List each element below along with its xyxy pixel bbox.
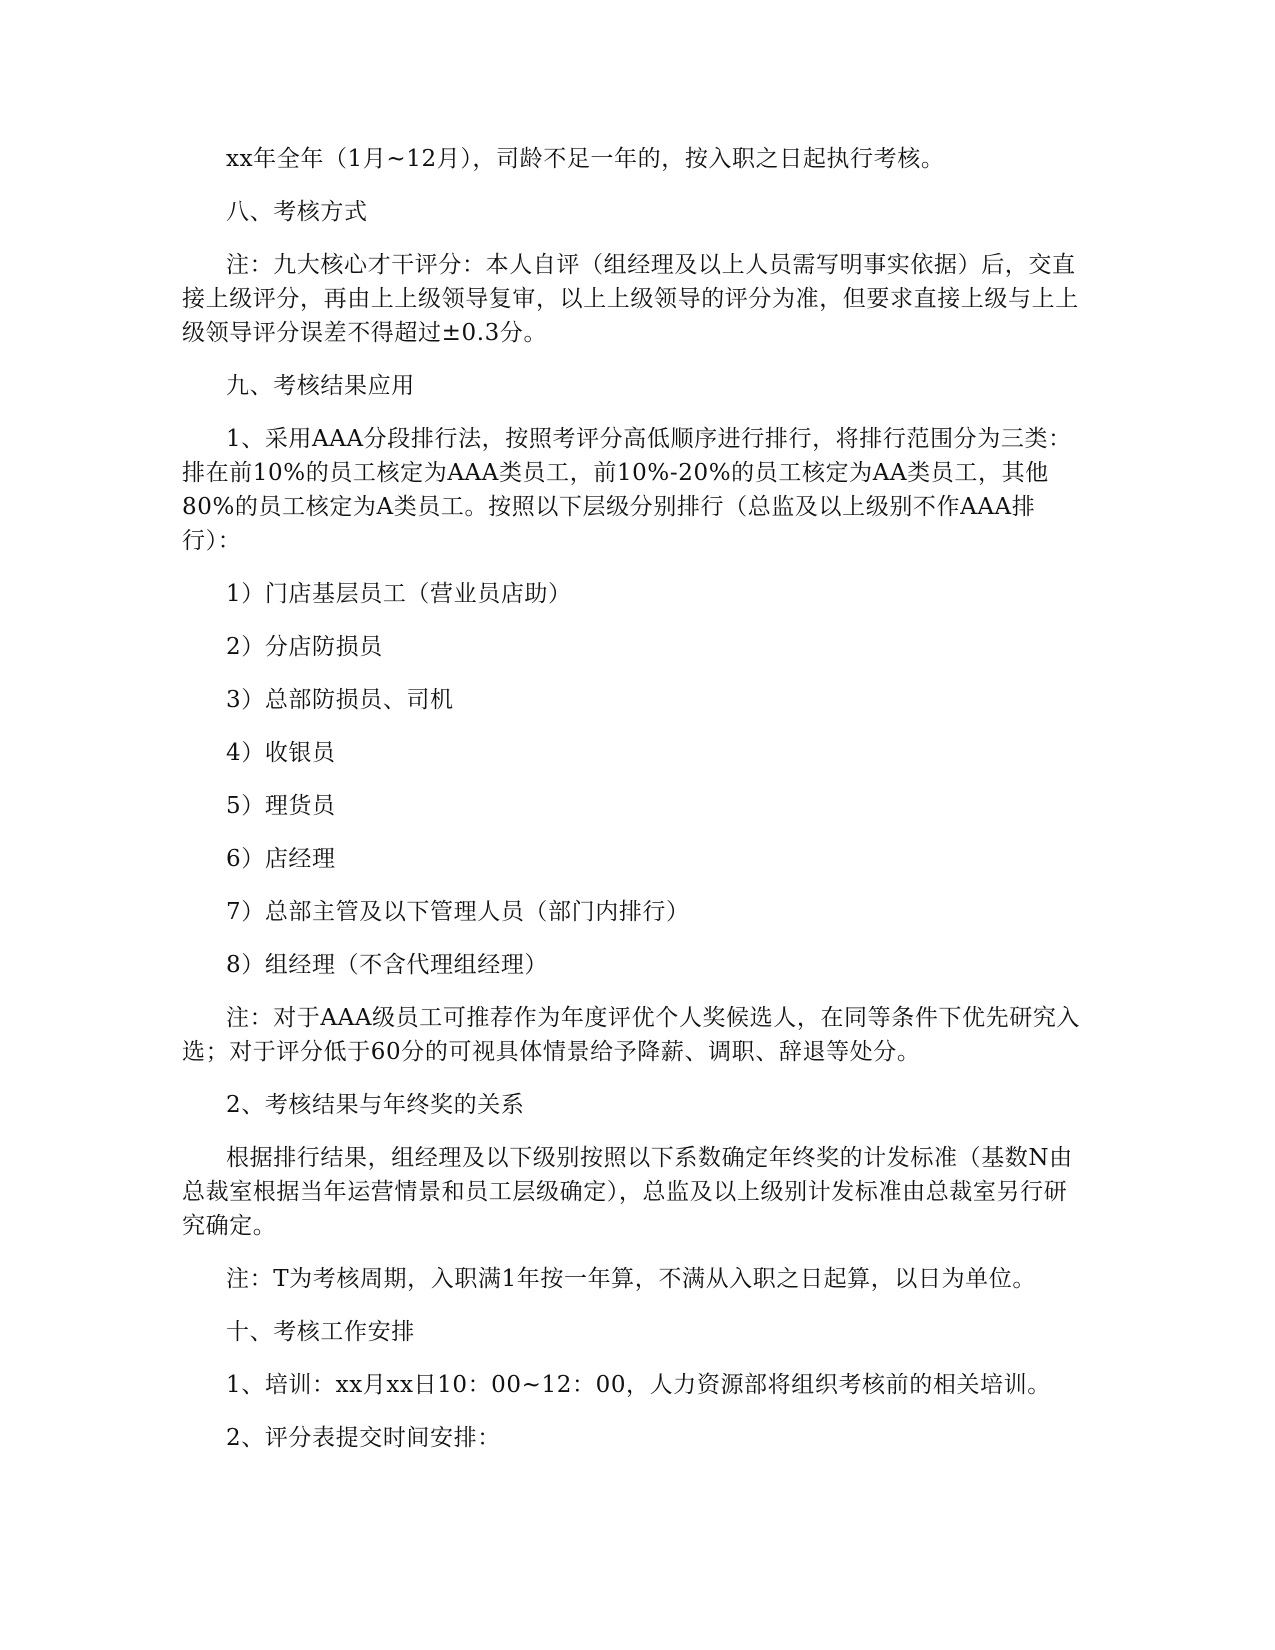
bonus-standard-paragraph: 根据排行结果，组经理及以下级别按照以下系数确定年终奖的计发标准（基数N由总裁室根据当年运营情景和员工层级确定），总监及以上级别计发标准由总裁室另行研究确定。: [182, 1145, 1073, 1239]
ranking-level-item: 7）总部主管及以下管理人员（部门内排行）: [226, 899, 690, 925]
ranking-level-item: 2）分店防损员: [226, 634, 383, 660]
ranking-level-item: 5）理货员: [226, 793, 336, 819]
training-paragraph: 1、培训：xx月xx日10：00~12：00，人力资源部将组织考核前的相关培训。: [226, 1372, 1051, 1398]
period-paragraph: xx年全年（1月~12月），司龄不足一年的，按入职之日起执行考核。: [226, 146, 945, 172]
subheading-year-end-bonus: 2、考核结果与年终奖的关系: [226, 1092, 525, 1118]
aaa-note-paragraph: 注：对于AAA级员工可推荐作为年度评优个人奖候选人，在同等条件下优先研究入选；对于评分低于60分的可视具体情景给予降薪、调职、辞退等处分。: [182, 1005, 1081, 1065]
ranking-level-item: 1）门店基层员工（营业员店助）: [226, 581, 572, 607]
document-body: [182, 142, 1082, 1474]
ranking-level-item: 3）总部防损员、司机: [226, 687, 454, 713]
ranking-level-item: 6）店经理: [226, 846, 336, 872]
period-note-paragraph: 注：T为考核周期，入职满1年按一年算，不满从入职之日起算，以日为单位。: [226, 1266, 1036, 1292]
score-submission-heading: 2、评分表提交时间安排：: [226, 1425, 501, 1451]
ranking-level-item: 4）收银员: [226, 740, 336, 766]
assessment-method-note: 注：九大核心才干评分：本人自评（组经理及以上人员需写明事实依据）后，交直接上级评分，再由上上级领导复审，以上上级领导的评分为准，但要求直接上级与上上级领导评分误差不得超过±0.3分。: [182, 252, 1079, 346]
ranking-level-item: 8）组经理（不含代理组经理）: [226, 952, 549, 978]
aaa-ranking-paragraph: 1、采用AAA分段排行法，按照考评分高低顺序进行排行，将排行范围分为三类：排在前10%的员工核定为AAA类员工，前10%-20%的员工核定为AA类员工，其他80%的员工核定为A类员工。按照以下层级分别排行（总监及以上级别不作AAA排行）：: [182, 426, 1072, 554]
section-heading-work-arrangement: 十、考核工作安排: [226, 1319, 415, 1345]
section-heading-result-application: 九、考核结果应用: [226, 373, 415, 399]
section-heading-assessment-method: 八、考核方式: [226, 199, 368, 225]
